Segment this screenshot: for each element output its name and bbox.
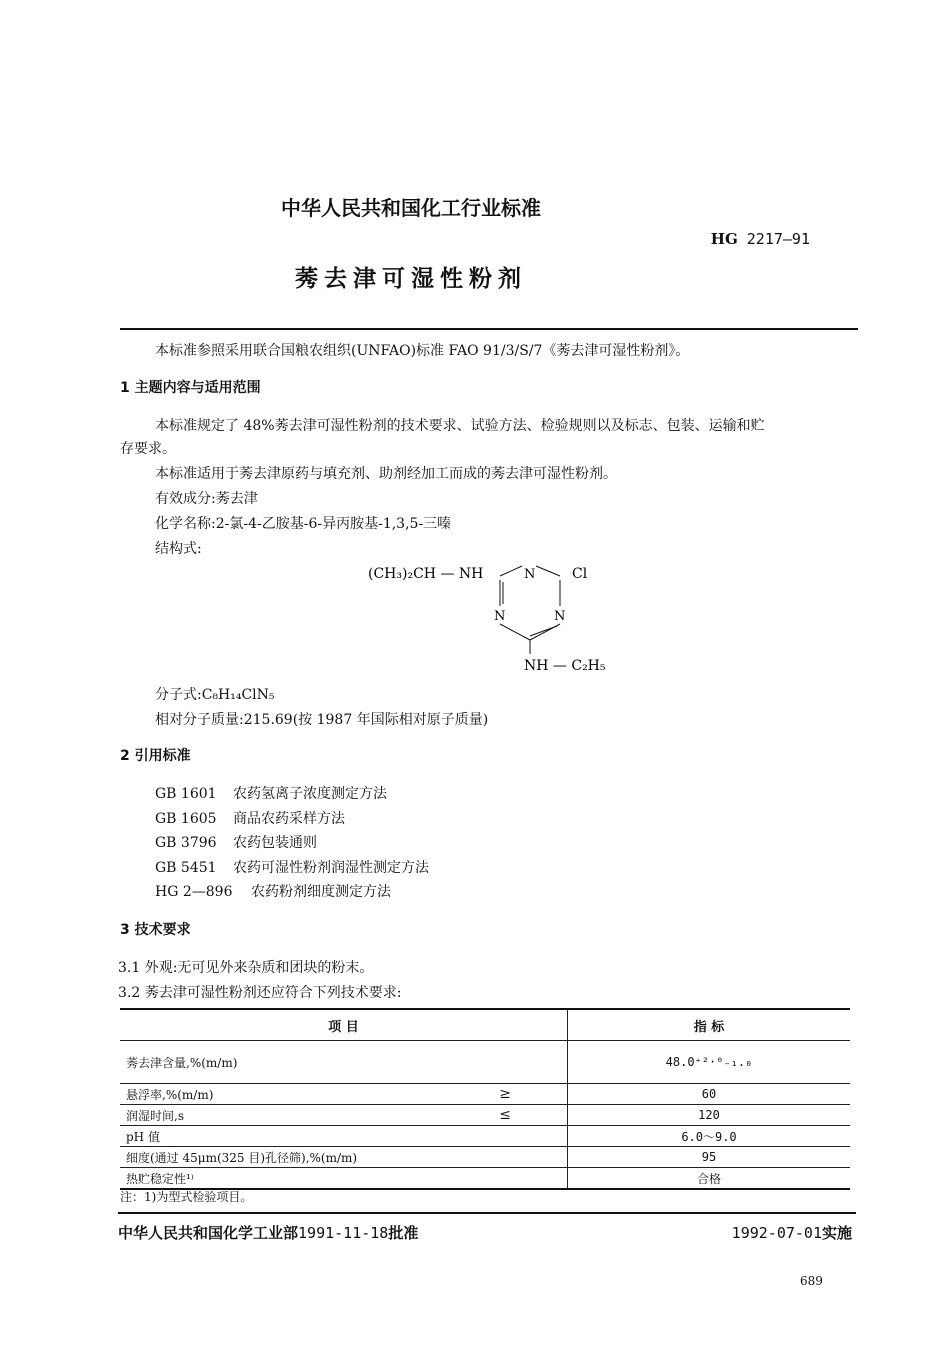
reference-item	[155, 808, 345, 828]
code-number: 2217—91	[746, 230, 810, 248]
footer-rule	[118, 1212, 856, 1214]
item-3-2: 3.2 莠去津可湿性粉剂还应符合下列技术要求:	[118, 985, 402, 1001]
row-value: 60	[568, 1084, 851, 1105]
row-value: 120	[568, 1105, 851, 1126]
structural-formula	[360, 560, 640, 680]
reference-title: 商品农药采样方法	[233, 810, 345, 827]
reference-title: 农药氢离子浓度测定方法	[233, 786, 387, 802]
document-title: 莠去津可湿性粉剂	[295, 266, 527, 292]
approval-date: 1991-11-18	[298, 1224, 389, 1242]
row-value: 合格	[568, 1168, 851, 1190]
row-comparator: ≤	[499, 1106, 511, 1123]
section1-para2: 本标准适用于莠去津原药与填充剂、助剂经加工而成的莠去津可湿性粉剂。	[155, 466, 617, 482]
reference-item	[155, 783, 387, 803]
impl-date: 1992-07-01	[731, 1224, 822, 1242]
table-note: 注：1)为型式检验项目。	[120, 1190, 253, 1204]
approval-org: 中华人民共和国化学工业部	[118, 1224, 299, 1242]
code-prefix: HG	[710, 230, 738, 248]
standard-name: 中华人民共和国化工行业标准	[281, 196, 541, 220]
left-group-text: (CH₃)₂CH — NH	[368, 566, 484, 582]
row-value: 95	[568, 1147, 851, 1168]
row-item: 热贮稳定性¹⁾	[126, 1171, 194, 1186]
row-item: pH 值	[126, 1129, 160, 1144]
row-item-cell	[120, 1041, 568, 1084]
chemical-name: 化学名称:2-氯-4-乙胺基-6-异丙胺基-1,3,5-三嗪	[155, 516, 452, 532]
table-row	[120, 1168, 850, 1190]
reference-code: GB 1601	[155, 786, 217, 802]
reference-code: GB 1605	[155, 810, 217, 827]
section2-heading: 2 引用标准	[120, 748, 191, 764]
molecular-mass: 相对分子质量:215.69(按 1987 年国际相对原子质量)	[155, 712, 489, 728]
row-item-cell	[120, 1147, 568, 1168]
table-row	[120, 1041, 850, 1084]
approval-word: 批准	[388, 1224, 419, 1242]
table-row	[120, 1084, 850, 1105]
table-row	[120, 1126, 850, 1147]
row-comparator: ≥	[499, 1085, 511, 1102]
cl-text: Cl	[572, 566, 588, 582]
n-right-text: N	[554, 609, 566, 624]
row-item-cell	[120, 1084, 568, 1105]
section1-para1-line2: 存要求。	[120, 441, 176, 457]
section1-para1-line1: 本标准规定了 48%莠去津可湿性粉剂的技术要求、试验方法、检验规则以及标志、包装、运输和贮	[155, 418, 765, 434]
row-item-cell	[120, 1105, 568, 1126]
row-item: 莠去津含量,%(m/m)	[126, 1055, 238, 1070]
reference-item	[155, 832, 317, 852]
active-ingredient: 有效成分:莠去津	[155, 491, 258, 507]
header-value: 指 标	[568, 1009, 851, 1041]
section3-heading: 3 技术要求	[120, 922, 191, 938]
reference-title: 农药包装通则	[233, 835, 317, 851]
n-top-text: N	[524, 567, 536, 582]
row-item: 细度(通过 45μm(325 目)孔径筛),%(m/m)	[126, 1150, 358, 1165]
bottom-group-text: NH — C₂H₅	[524, 658, 606, 674]
requirements-table	[120, 1008, 850, 1190]
reference-code: GB 3796	[155, 835, 217, 851]
page-number: 689	[800, 1274, 823, 1288]
table-header-row	[120, 1009, 850, 1041]
molecular-formula: 分子式:C₈H₁₄ClN₅	[155, 687, 275, 703]
title-rule	[120, 328, 858, 330]
row-value: 6.0～9.0	[568, 1126, 851, 1147]
row-item-cell	[120, 1126, 568, 1147]
reference-code: GB 5451	[155, 859, 217, 876]
reference-item	[155, 857, 429, 877]
table-row	[120, 1105, 850, 1126]
impl-word: 实施	[821, 1224, 852, 1242]
reference-title: 农药可湿性粉剂润湿性测定方法	[233, 859, 429, 876]
row-item: 悬浮率,%(m/m)	[126, 1087, 214, 1102]
row-value: 48.0⁺²·⁰₋₁.₀	[568, 1041, 851, 1084]
n-left-text: N	[494, 609, 506, 624]
implementation-line	[732, 1222, 852, 1243]
reference-item	[155, 881, 391, 901]
row-item: 润湿时间,s	[126, 1108, 184, 1123]
reference-title: 农药粉剂细度测定方法	[251, 884, 391, 900]
structure-label: 结构式:	[155, 541, 202, 557]
header-item: 项 目	[120, 1009, 568, 1041]
intro-text: 本标准参照采用联合国粮农组织(UNFAO)标准 FAO 91/3/S/7《莠去津可湿性粉剂》。	[155, 343, 690, 359]
item-3-1: 3.1 外观:无可见外来杂质和团块的粉末。	[118, 960, 374, 976]
row-item-cell	[120, 1168, 568, 1190]
reference-code: HG 2—896	[155, 884, 233, 900]
section1-heading: 1 主题内容与适用范围	[120, 380, 261, 396]
approval-line	[118, 1222, 418, 1243]
table-row	[120, 1147, 850, 1168]
standard-code	[711, 230, 810, 248]
